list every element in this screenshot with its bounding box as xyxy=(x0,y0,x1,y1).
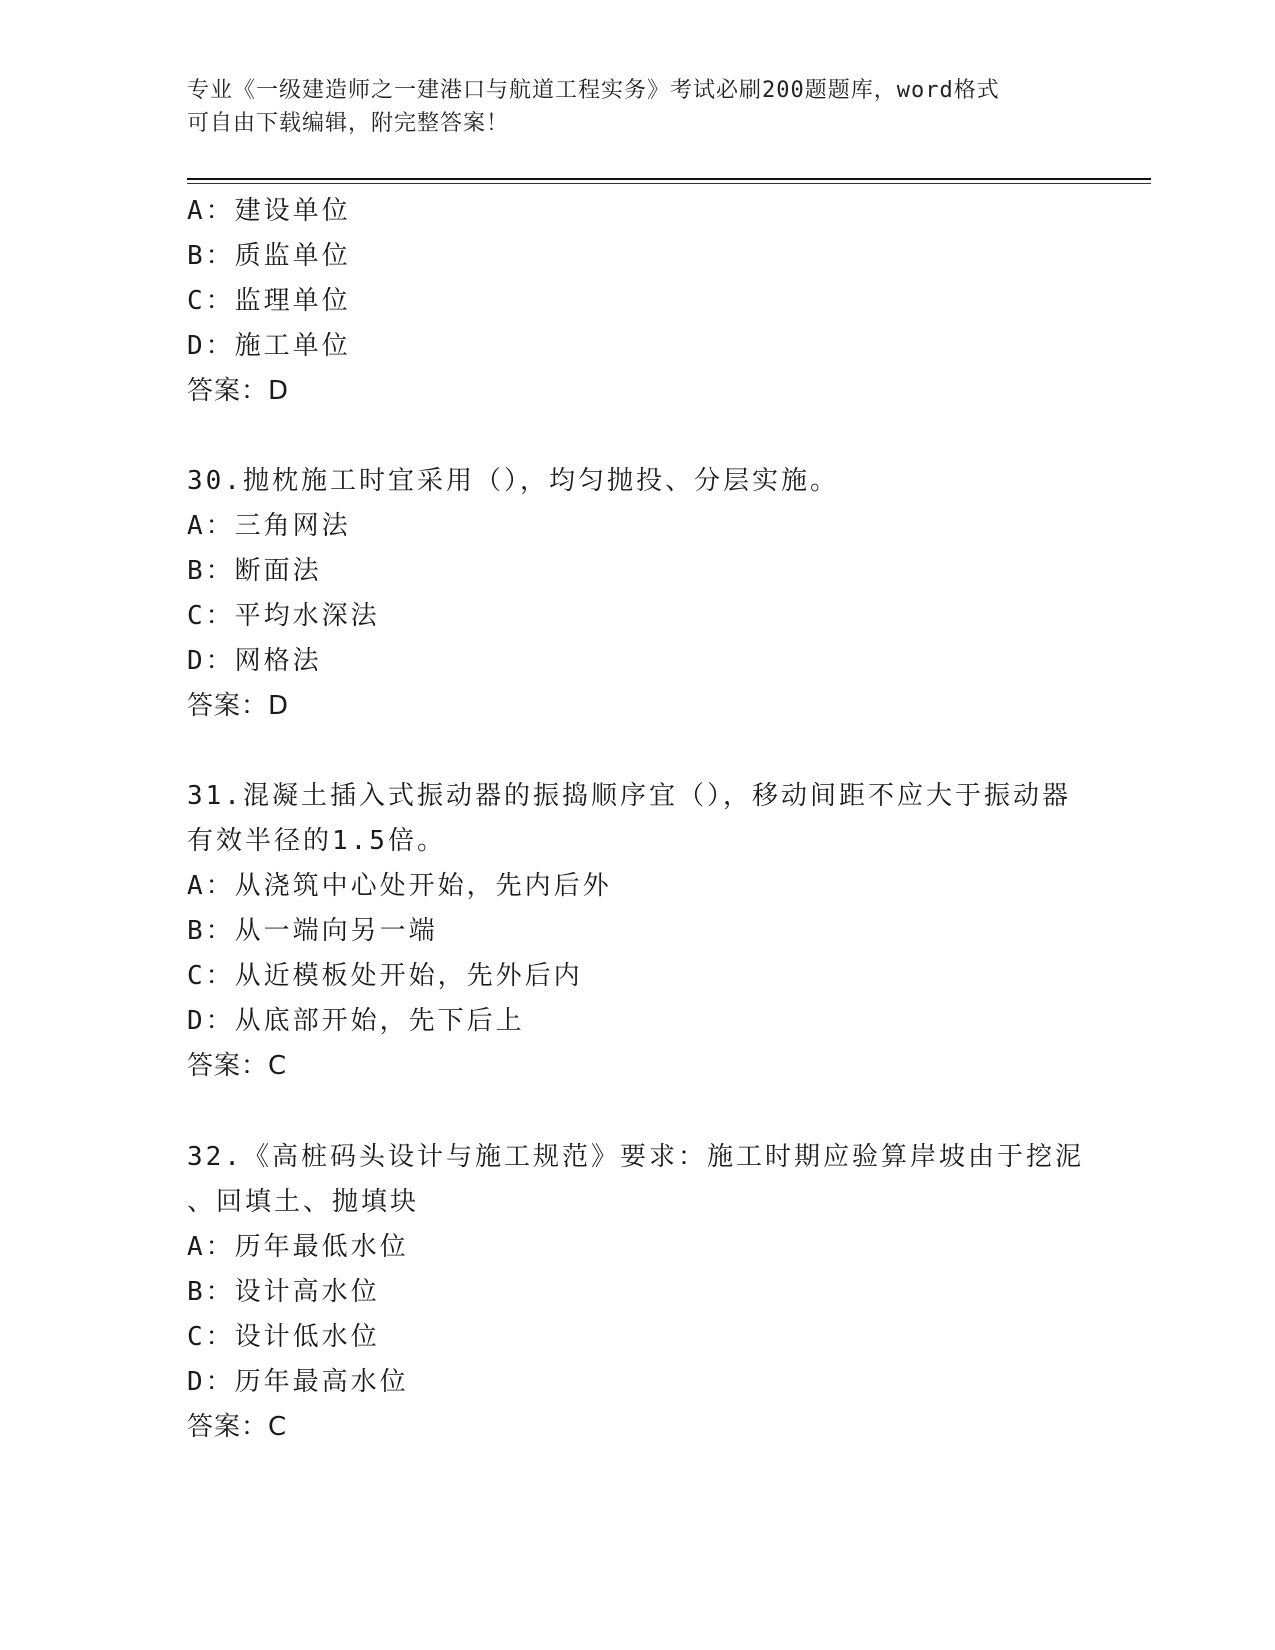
q32-option-d: D：历年最高水位 xyxy=(187,1367,409,1397)
q31-stem-line-2: 有效半径的1.5倍。 xyxy=(187,826,446,856)
q32-option-a: A：历年最低水位 xyxy=(187,1232,409,1262)
q31-option-a: A：从浇筑中心处开始，先内后外 xyxy=(187,871,612,901)
q29-answer: 答案：D xyxy=(187,376,290,406)
header-divider-thick xyxy=(187,178,1151,180)
q32-stem-line-2: 、回填土、抛填块 xyxy=(187,1187,420,1217)
document-header xyxy=(187,74,1087,140)
q32-answer: 答案：C xyxy=(187,1412,288,1442)
q30-stem: 30.抛枕施工时宜采用（），均匀抛投、分层实施。 xyxy=(187,466,839,496)
q32-stem-line-1: 32.《高桩码头设计与施工规范》要求：施工时期应验算岸坡由于挖泥 xyxy=(187,1142,1084,1172)
q30-answer: 答案：D xyxy=(187,691,290,721)
q31-stem-line-1: 31.混凝土插入式振动器的振捣顺序宜（），移动间距不应大于振动器 xyxy=(187,781,1071,811)
q30-option-a: A：三角网法 xyxy=(187,511,351,541)
q32-option-c: C：设计低水位 xyxy=(187,1322,380,1352)
q29-option-a: A：建设单位 xyxy=(187,196,351,226)
q29-option-d: D：施工单位 xyxy=(187,331,351,361)
header-divider-thin xyxy=(187,183,1151,184)
q30-option-b: B：断面法 xyxy=(187,556,322,586)
q31-option-c: C：从近模板处开始，先外后内 xyxy=(187,961,583,991)
header-line-1: 专业《一级建造师之一建港口与航道工程实务》考试必刷200题题库，word格式 xyxy=(187,78,1000,103)
header-line-2: 可自由下载编辑，附完整答案！ xyxy=(187,111,510,136)
q29-option-b: B：质监单位 xyxy=(187,241,351,271)
q32-option-b: B：设计高水位 xyxy=(187,1277,380,1307)
q31-answer: 答案：C xyxy=(187,1051,288,1081)
q30-option-d: D：网格法 xyxy=(187,646,322,676)
q31-option-d: D：从底部开始，先下后上 xyxy=(187,1006,525,1036)
q31-option-b: B：从一端向另一端 xyxy=(187,916,438,946)
q29-option-c: C：监理单位 xyxy=(187,286,351,316)
q30-option-c: C：平均水深法 xyxy=(187,601,380,631)
